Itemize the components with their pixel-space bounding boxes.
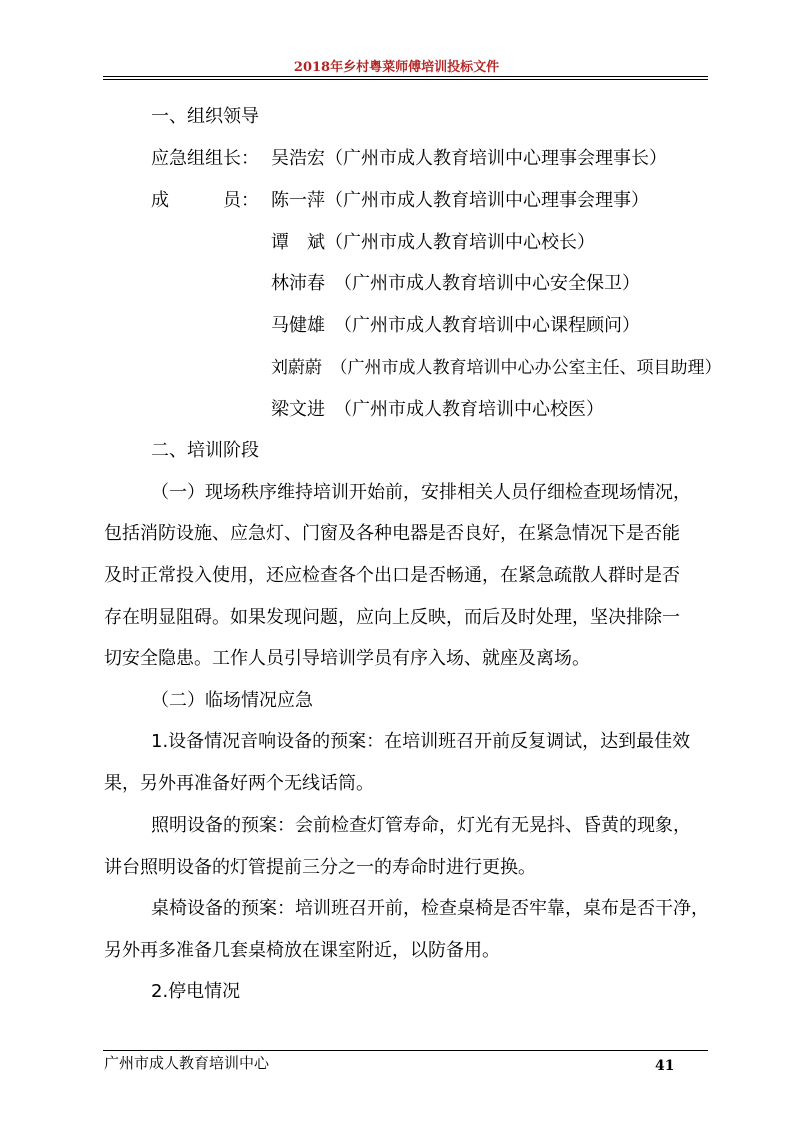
subsection-heading: （二）临场情况应急 — [151, 690, 313, 711]
member-entry: 梁文进 （广州市成人教育培训中心校医） — [271, 399, 604, 420]
footer-rule — [103, 1050, 708, 1051]
section-heading-training-phase: 二、培训阶段 — [151, 440, 259, 461]
paragraph-line: 照明设备的预案：会前检查灯管寿命，灯光有无晃抖、昏黄的现象， — [151, 815, 691, 836]
paragraph-line: 桌椅设备的预案：培训班召开前，检查桌椅是否牢靠，桌布是否干净， — [151, 898, 709, 919]
leader-label: 应急组组长： — [151, 148, 259, 169]
member-entry: 陈一萍（广州市成人教育培训中心理事会理事） — [271, 190, 649, 211]
paragraph-line: 讲台照明设备的灯管提前三分之一的寿命时进行更换。 — [104, 857, 536, 878]
running-header: 2018年乡村粤菜师傅培训投标文件 — [293, 60, 500, 75]
header-rule-secondary — [103, 79, 708, 80]
subsection-heading: 2.停电情况 — [151, 981, 241, 1002]
page-number: 41 — [655, 1058, 675, 1074]
paragraph-line: 及时正常投入使用，还应检查各个出口是否畅通，在紧急疏散人群时是否 — [104, 565, 680, 586]
member-entry: 刘蔚蔚 （广州市成人教育培训中心办公室主任、项目助理） — [271, 358, 722, 378]
paragraph-line: 另外再多准备几套桌椅放在课室附近，以防备用。 — [104, 940, 500, 961]
paragraph-line: 存在明显阻碍。如果发现问题，应向上反映，而后及时处理，坚决排除一 — [104, 607, 680, 628]
paragraph-line: 果，另外再准备好两个无线话筒。 — [104, 773, 374, 794]
paragraph-line: 包括消防设施、应急灯、门窗及各种电器是否良好，在紧急情况下是否能 — [104, 523, 680, 544]
section-heading-organization: 一、组织领导 — [151, 106, 259, 127]
footer-organization: 广州市成人教育培训中心 — [104, 1054, 270, 1072]
member-entry: 谭 斌（广州市成人教育培训中心校长） — [271, 232, 595, 253]
member-entry: 马健雄 （广州市成人教育培训中心课程顾问） — [271, 315, 640, 336]
paragraph-line: （一）现场秩序维持培训开始前，安排相关人员仔细检查现场情况， — [151, 482, 691, 503]
paragraph-line: 1.设备情况音响设备的预案：在培训班召开前反复调试，达到最佳效 — [151, 731, 691, 752]
members-label: 成 员： — [151, 190, 259, 211]
member-entry: 林沛春 （广州市成人教育培训中心安全保卫） — [271, 273, 640, 294]
header-rule — [103, 76, 708, 77]
paragraph-line: 切安全隐患。工作人员引导培训学员有序入场、就座及离场。 — [104, 648, 590, 669]
leader-entry: 吴浩宏（广州市成人教育培训中心理事会理事长） — [271, 148, 667, 169]
